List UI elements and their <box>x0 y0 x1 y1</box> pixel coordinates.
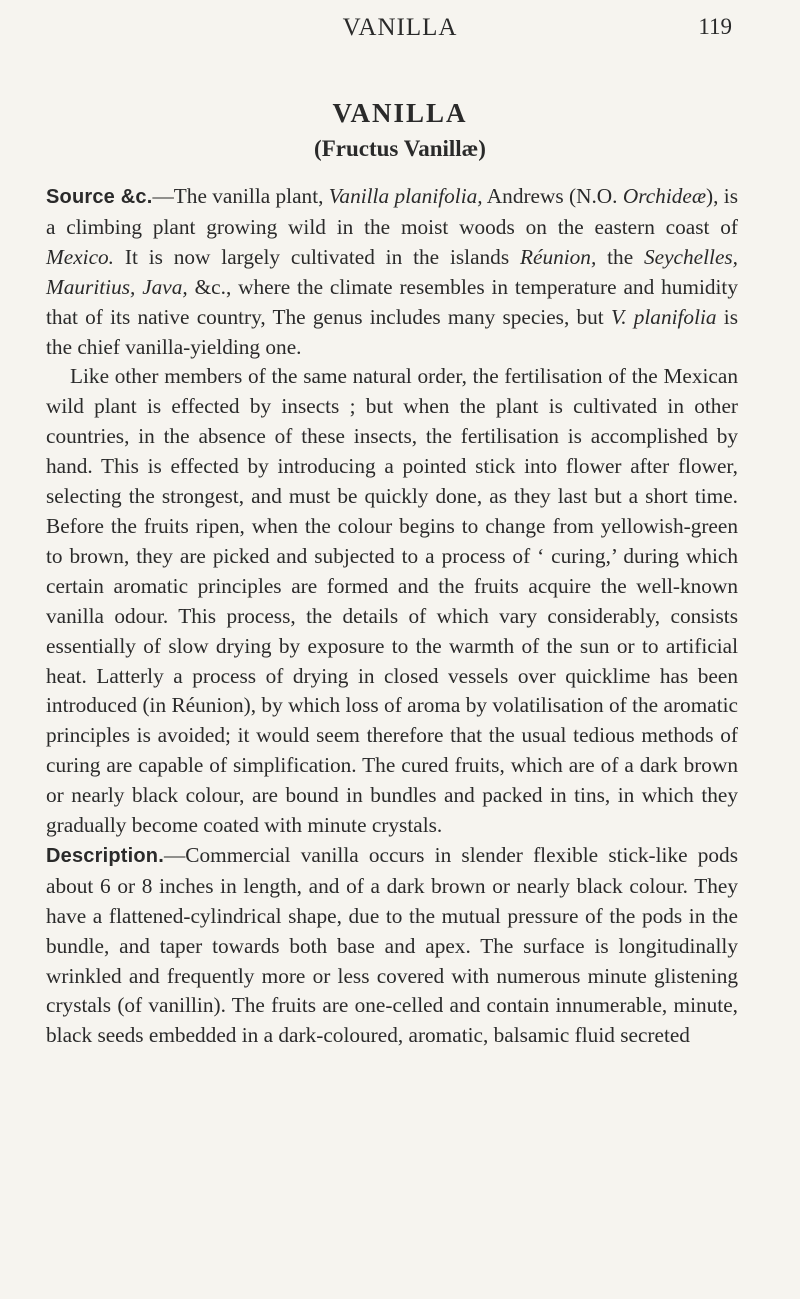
running-head <box>0 14 800 54</box>
description-text: —Commercial vanilla occurs in slender flexible stick-like pods about 6 or 8 inches in length, and of a dark brown or nearly black colour. They have a flattened-cylindrical shape, due to the mutual pressure of the pods in the bundle, and taper towards both base and apex. The surface is longitudinally wrinkled and frequently more or less covered with numerous minute glistening crystals (of vanillin). The fruits are one-celled and contain innumerable, minute, black seeds embedded in a dark-coloured, aromatic, balsamic fluid secreted <box>46 842 738 1048</box>
section-title: VANILLA <box>332 98 468 128</box>
paragraph-description <box>46 841 738 1051</box>
description-heading: Description. <box>46 844 164 867</box>
running-title: VANILLA <box>342 14 458 41</box>
section-subtitle: (Fructus Vanillæ) <box>314 136 486 161</box>
source-heading: Source &c. <box>46 186 153 208</box>
paragraph-source: Source &c.—The vanilla plant, Vanilla planifolia, Andrews (N.O. Orchideæ), is a climbing plant growing wild in the moist woods on the eastern coast of Mexico. It is now largely cultivated in the islands Réunion, the Seychelles, Mauritius, Java, &c., where the climate resembles in temperature and humidity that of its native country, The genus includes many species, but V. planifolia is the chief vanilla-yielding one. <box>46 184 739 359</box>
body-text <box>46 182 738 1051</box>
paragraph-fertilisation: Like other members of the same natural order, the fertilisation of the Mexican wild plant is effected by insects ; but when the plant is cultivated in other countries, in the absence of these insects, the fertilisation is accomplished by hand. This is effected by introducing a pointed stick into flower after flower, selecting the strongest, and must be quickly done, as they last but a short time. Before the fruits ripen, when the colour begins to change from yellowish-green to brown, they are picked and subjected to a process of ‘ curing,’ during which certain aromatic principles are formed and the fruits acquire the well-known vanilla odour. This process, the details of which vary considerably, consists essentially of slow drying by exposure to the warmth of the sun or to artificial heat. Latterly a process of drying in closed vessels over quicklime has been introduced (in Réunion), by which loss of aroma by volatilisation of the aromatic principles is avoided; it would seem therefore that the usual tedious methods of curing are capable of simplification. The cured fruits, which are of a dark brown or nearly black colour, are bound in bundles and packed in tins, in which they gradually become coated with minute crystals. <box>46 364 738 838</box>
page-number: 119 <box>698 14 732 39</box>
